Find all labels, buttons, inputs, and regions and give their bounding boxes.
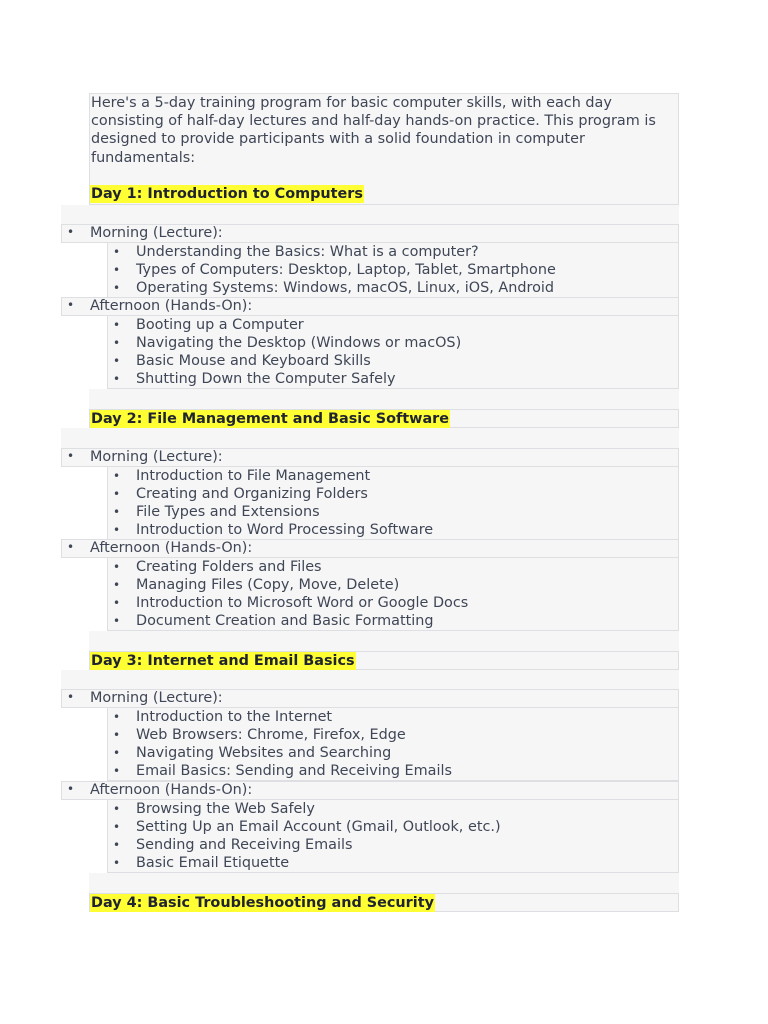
list-item: Shutting Down the Computer Safely [136,371,396,387]
list-item: Introduction to File Management [136,468,371,484]
list-item: Email Basics: Sending and Receiving Emails [136,763,452,779]
day-2-heading: Day 2: File Management and Basic Software [91,411,450,427]
day-2-afternoon-list: • Creating Folders and Files • Managing Files (Copy, Move, Delete) • Introduction to Microsoft Word or Google Docs • Document Creation and Basic Formatting [107,557,679,631]
day-2-morning-label: • Morning (Lecture): [61,448,679,467]
list-item: Basic Mouse and Keyboard Skills [136,353,371,369]
list-item: Managing Files (Copy, Move, Delete) [136,577,400,593]
spacer [61,205,679,224]
day-1-afternoon-list: • Booting up a Computer • Navigating the Desktop (Windows or macOS) • Basic Mouse and Keyboard Skills • Shutting Down the Computer Safely [107,315,679,389]
intro-paragraph: Here's a 5-day training program for basic computer skills, with each day consisting of half-day lectures and half-day hands-on practice. This program is designed to provide participants with a solid foundation in computer fundamentals: [91,95,656,166]
list-item: Understanding the Basics: What is a computer? [136,244,479,260]
day-1-morning-list: • Understanding the Basics: What is a computer? • Types of Computers: Desktop, Laptop, Tablet, Smartphone • Operating Systems: Windows, macOS, Linux, iOS, Android [107,242,679,298]
day-3-morning-label: • Morning (Lecture): [61,689,679,708]
list-item: Web Browsers: Chrome, Firefox, Edge [136,727,406,743]
spacer [89,873,679,893]
list-item: Creating Folders and Files [136,559,322,575]
list-item: Navigating Websites and Searching [136,745,392,761]
day-4-heading-box [89,893,679,912]
spacer [61,670,679,690]
list-item: File Types and Extensions [136,504,320,520]
spacer [89,389,679,409]
day-1-afternoon-label: • Afternoon (Hands-On): [61,297,679,316]
list-item: Introduction to Word Processing Software [136,522,434,538]
day-1-heading: Day 1: Introduction to Computers [91,186,363,202]
day-2-afternoon-label: • Afternoon (Hands-On): [61,539,679,558]
spacer [89,631,679,651]
list-item: Sending and Receiving Emails [136,837,353,853]
day-2-heading-box [89,409,679,428]
day-1-heading-box [89,185,679,205]
list-item: Introduction to the Internet [136,709,333,725]
list-item: Document Creation and Basic Formatting [136,613,434,629]
day-2-morning-list: • Introduction to File Management • Creating and Organizing Folders • File Types and Extensions • Introduction to Word Processing Software [107,466,679,540]
day-3-heading-box [89,651,679,670]
list-item: Introduction to Microsoft Word or Google Docs [136,595,469,611]
day-3-heading: Day 3: Internet and Email Basics [91,653,355,669]
day-4-heading: Day 4: Basic Troubleshooting and Security [91,895,434,911]
list-item: Operating Systems: Windows, macOS, Linux, iOS, Android [136,280,555,296]
list-item: Navigating the Desktop (Windows or macOS) [136,335,462,351]
spacer [61,428,679,448]
list-item: Booting up a Computer [136,317,304,333]
list-item: Creating and Organizing Folders [136,486,368,502]
day-1-morning-label: • Morning (Lecture): [61,224,679,243]
day-3-afternoon-list: • Browsing the Web Safely • Setting Up an Email Account (Gmail, Outlook, etc.) • Sending and Receiving Emails • Basic Email Etiquette [107,799,679,873]
day-3-afternoon-label: • Afternoon (Hands-On): [61,781,679,800]
list-item: Browsing the Web Safely [136,801,315,817]
list-item: Types of Computers: Desktop, Laptop, Tablet, Smartphone [136,262,556,278]
list-item: Setting Up an Email Account (Gmail, Outlook, etc.) [136,819,501,835]
day-3-morning-list: • Introduction to the Internet • Web Browsers: Chrome, Firefox, Edge • Navigating Websites and Searching • Email Basics: Sending and Receiving Emails [107,707,679,781]
list-item: Basic Email Etiquette [136,855,290,871]
